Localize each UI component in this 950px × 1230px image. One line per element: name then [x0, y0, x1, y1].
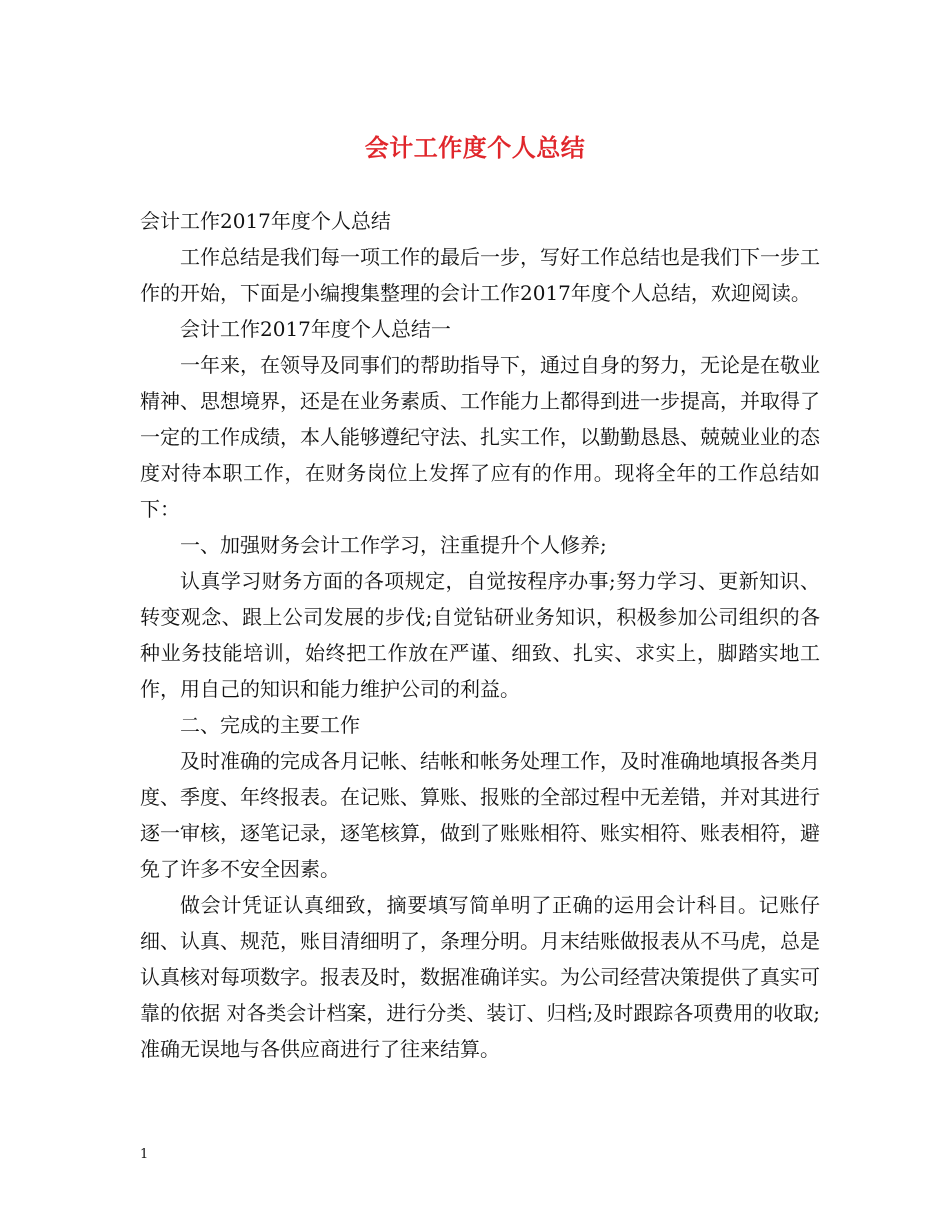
document-title: 会计工作度个人总结: [364, 133, 586, 162]
paragraph-intro: 工作总结是我们每一项工作的最后一步，写好工作总结也是我们下一步工作的开始，下面是小编搜集整理的会计工作2017年度个人总结，欢迎阅读。: [140, 245, 820, 305]
paragraph-bookkeeping: 及时准确的完成各月记帐、结帐和帐务处理工作，及时准确地填报各类月度、季度、年终报表。在记账、算账、报账的全部过程中无差错，并对其进行逐一审核，逐笔记录，逐笔核算，做到了账账相符、账实相符、账表相符，避免了许多不安全因素。: [140, 749, 820, 881]
paragraph-study: 认真学习财务方面的各项规定，自觉按程序办事;努力学习、更新知识、转变观念、跟上公司发展的步伐;自觉钻研业务知识，积极参加公司组织的各种业务技能培训，始终把工作放在严谨、细致、扎实、求实上，脚踏实地工作，用自己的知识和能力维护公司的利益。: [140, 569, 820, 701]
page-number: 1: [140, 1147, 149, 1162]
paragraph-vouchers: 做会计凭证认真细致，摘要填写简单明了正确的运用会计科目。记账仔细、认真、规范，账目清细明了，条理分明。月末结账做报表从不马虎，总是认真核对每项数字。报表及时，数据准确详实。为公司经营决策提供了真实可靠的依据 对各类会计档案，进行分类、装订、归档;及时跟踪各项费用的收取;准确无误地与各供应商进行了往来结算。: [140, 893, 820, 1061]
document-subtitle: 会计工作2017年度个人总结: [140, 209, 391, 233]
section-heading-study: 一、加强财务会计工作学习，注重提升个人修养;: [180, 533, 607, 557]
section-heading-main-work: 二、完成的主要工作: [180, 713, 360, 737]
document-body: [140, 203, 820, 1067]
paragraph-overview: 一年来，在领导及同事们的帮助指导下，通过自身的努力，无论是在敬业精神、思想境界，还是在业务素质、工作能力上都得到进一步提高，并取得了一定的工作成绩，本人能够遵纪守法、扎实工作，以勤勤恳恳、兢兢业业的态度对待本职工作，在财务岗位上发挥了应有的作用。现将全年的工作总结如下：: [140, 353, 820, 521]
section-heading-summary-one: 会计工作2017年度个人总结一: [180, 317, 451, 341]
